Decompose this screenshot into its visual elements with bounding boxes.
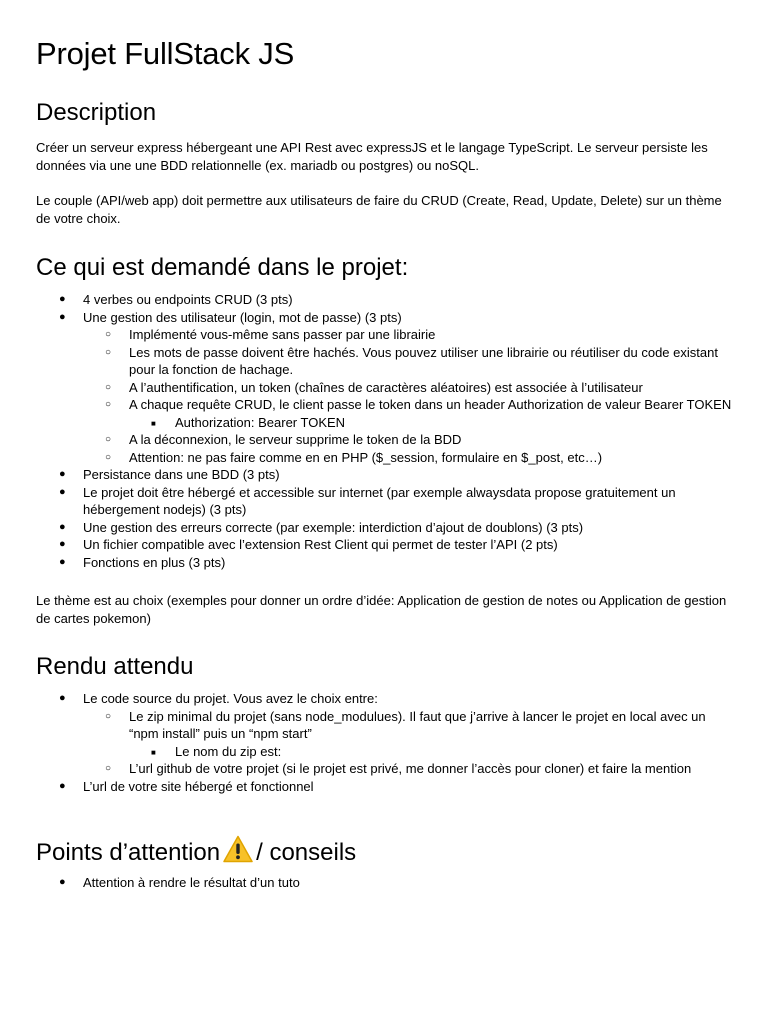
list-item-text: Fonctions en plus (3 pts) xyxy=(83,554,226,570)
bullet-disc: ● xyxy=(59,692,66,704)
bullet-circle: ○ xyxy=(105,451,112,463)
rendu-heading: Rendu attendu xyxy=(36,653,194,680)
list-item xyxy=(36,414,736,432)
list-item-text: Le zip minimal du projet (sans node_modulues). Il faut que j’arrive à lancer le projet en local avec un “npm install” puis un “npm start” xyxy=(129,708,706,741)
list-item xyxy=(36,554,736,572)
list-item xyxy=(36,379,736,397)
theme-paragraph: Le thème est au choix (exemples pour donner un ordre d’idée: Application de gestion de notes ou Application de gestion de cartes pokemon) xyxy=(36,593,727,626)
list-item-text: Un fichier compatible avec l’extension Rest Client qui permet de tester l’API (2 pts) xyxy=(83,537,558,552)
bullet-circle: ○ xyxy=(105,399,112,410)
bullet-disc: ● xyxy=(59,520,66,533)
list-item-text: L’url de votre site hébergé et fonctionnel xyxy=(83,778,314,794)
points-heading-suffix: / conseils xyxy=(256,839,357,866)
bullet-circle: ○ xyxy=(105,329,112,340)
bullet-square: ■ xyxy=(151,418,156,428)
bullet-disc: ● xyxy=(59,538,66,550)
bullet-disc: ● xyxy=(59,310,66,323)
list-item xyxy=(36,874,736,892)
bullet-disc: ● xyxy=(59,876,66,888)
bullet-circle: ○ xyxy=(105,381,112,393)
list-item-text: Le code source du projet. Vous avez le choix entre: xyxy=(83,691,378,706)
demande-list xyxy=(36,291,736,571)
list-item xyxy=(36,396,736,414)
bullet-circle: ○ xyxy=(105,346,112,358)
list-item xyxy=(36,466,736,484)
bullet-circle: ○ xyxy=(105,763,112,774)
list-item-text: Persistance dans une BDD (3 pts) xyxy=(83,467,280,482)
document-title: Projet FullStack JS xyxy=(36,36,295,71)
list-item xyxy=(36,778,736,796)
list-item xyxy=(36,291,736,309)
list-item-text: A la déconnexion, le serveur supprime le token de la BDD xyxy=(129,432,462,447)
bullet-disc: ● xyxy=(59,779,66,792)
list-item xyxy=(36,536,736,554)
points-heading xyxy=(36,835,356,870)
bullet-disc: ● xyxy=(59,485,66,498)
list-item-text: Implémenté vous-même sans passer par une librairie xyxy=(129,327,436,342)
demande-heading: Ce qui est demandé dans le projet: xyxy=(36,254,409,281)
list-item-text: Les mots de passe doivent être hachés. Vous pouvez utiliser une librairie ou réutiliser du code existant pour la fonction de hachage. xyxy=(129,344,718,377)
list-item xyxy=(36,484,736,519)
bullet-disc: ● xyxy=(59,468,66,480)
list-item-text: Le nom du zip est: xyxy=(175,743,282,759)
warning-icon xyxy=(223,835,253,870)
list-item-text: Attention: ne pas faire comme en en PHP ($_session, formulaire en $_post, etc…) xyxy=(129,449,603,465)
list-item-text: L’url github de votre projet (si le projet est privé, me donner l’accès pour cloner) et faire la mention xyxy=(129,761,692,776)
description-heading: Description xyxy=(36,99,157,126)
description-paragraph-1: Créer un serveur express hébergeant une API Rest avec expressJS et le langage TypeScript. Le serveur persiste les données via une une BDD relationnelle (ex. mariadb ou postgres) ou noSQL. xyxy=(36,140,708,173)
list-item-text: Attention à rendre le résultat d’un tuto xyxy=(83,875,300,890)
list-item xyxy=(36,344,736,379)
list-item-text: 4 verbes ou endpoints CRUD (3 pts) xyxy=(83,292,293,307)
list-item xyxy=(36,743,736,761)
list-item-text: A l’authentification, un token (chaînes de caractères aléatoires) est associée à l’utilisateur xyxy=(129,379,643,395)
bullet-circle: ○ xyxy=(105,710,112,722)
bullet-circle: ○ xyxy=(105,434,112,445)
bullet-disc: ● xyxy=(59,293,66,305)
list-item-text: Une gestion des utilisateur (login, mot de passe) (3 pts) xyxy=(83,309,402,325)
list-item-text: A chaque requête CRUD, le client passe le token dans un header Authorization de valeur Bearer TOKEN xyxy=(129,397,732,412)
list-item xyxy=(36,690,736,708)
description-paragraph-2: Le couple (API/web app) doit permettre aux utilisateurs de faire du CRUD (Create, Read, Update, Delete) sur un thème de votre choix. xyxy=(36,193,722,226)
rendu-list xyxy=(36,690,736,795)
list-item-text: Une gestion des erreurs correcte (par exemple: interdiction d’ajout de doublons) (3 pts) xyxy=(83,519,584,535)
points-list xyxy=(36,874,736,892)
list-item xyxy=(36,519,736,537)
list-item xyxy=(36,326,736,344)
bullet-disc: ● xyxy=(59,555,66,568)
bullet-square: ■ xyxy=(151,747,156,757)
list-item-text: Le projet doit être hébergé et accessible sur internet (par exemple alwaysdata propose gratuitement un hébergement nodejs) (3 pts) xyxy=(83,484,676,517)
list-item xyxy=(36,760,736,778)
list-item xyxy=(36,431,736,449)
list-item xyxy=(36,309,736,327)
list-item-text: Authorization: Bearer TOKEN xyxy=(175,414,346,430)
list-item xyxy=(36,708,736,743)
list-item xyxy=(36,449,736,467)
points-heading-text: Points d’attention xyxy=(36,839,221,866)
